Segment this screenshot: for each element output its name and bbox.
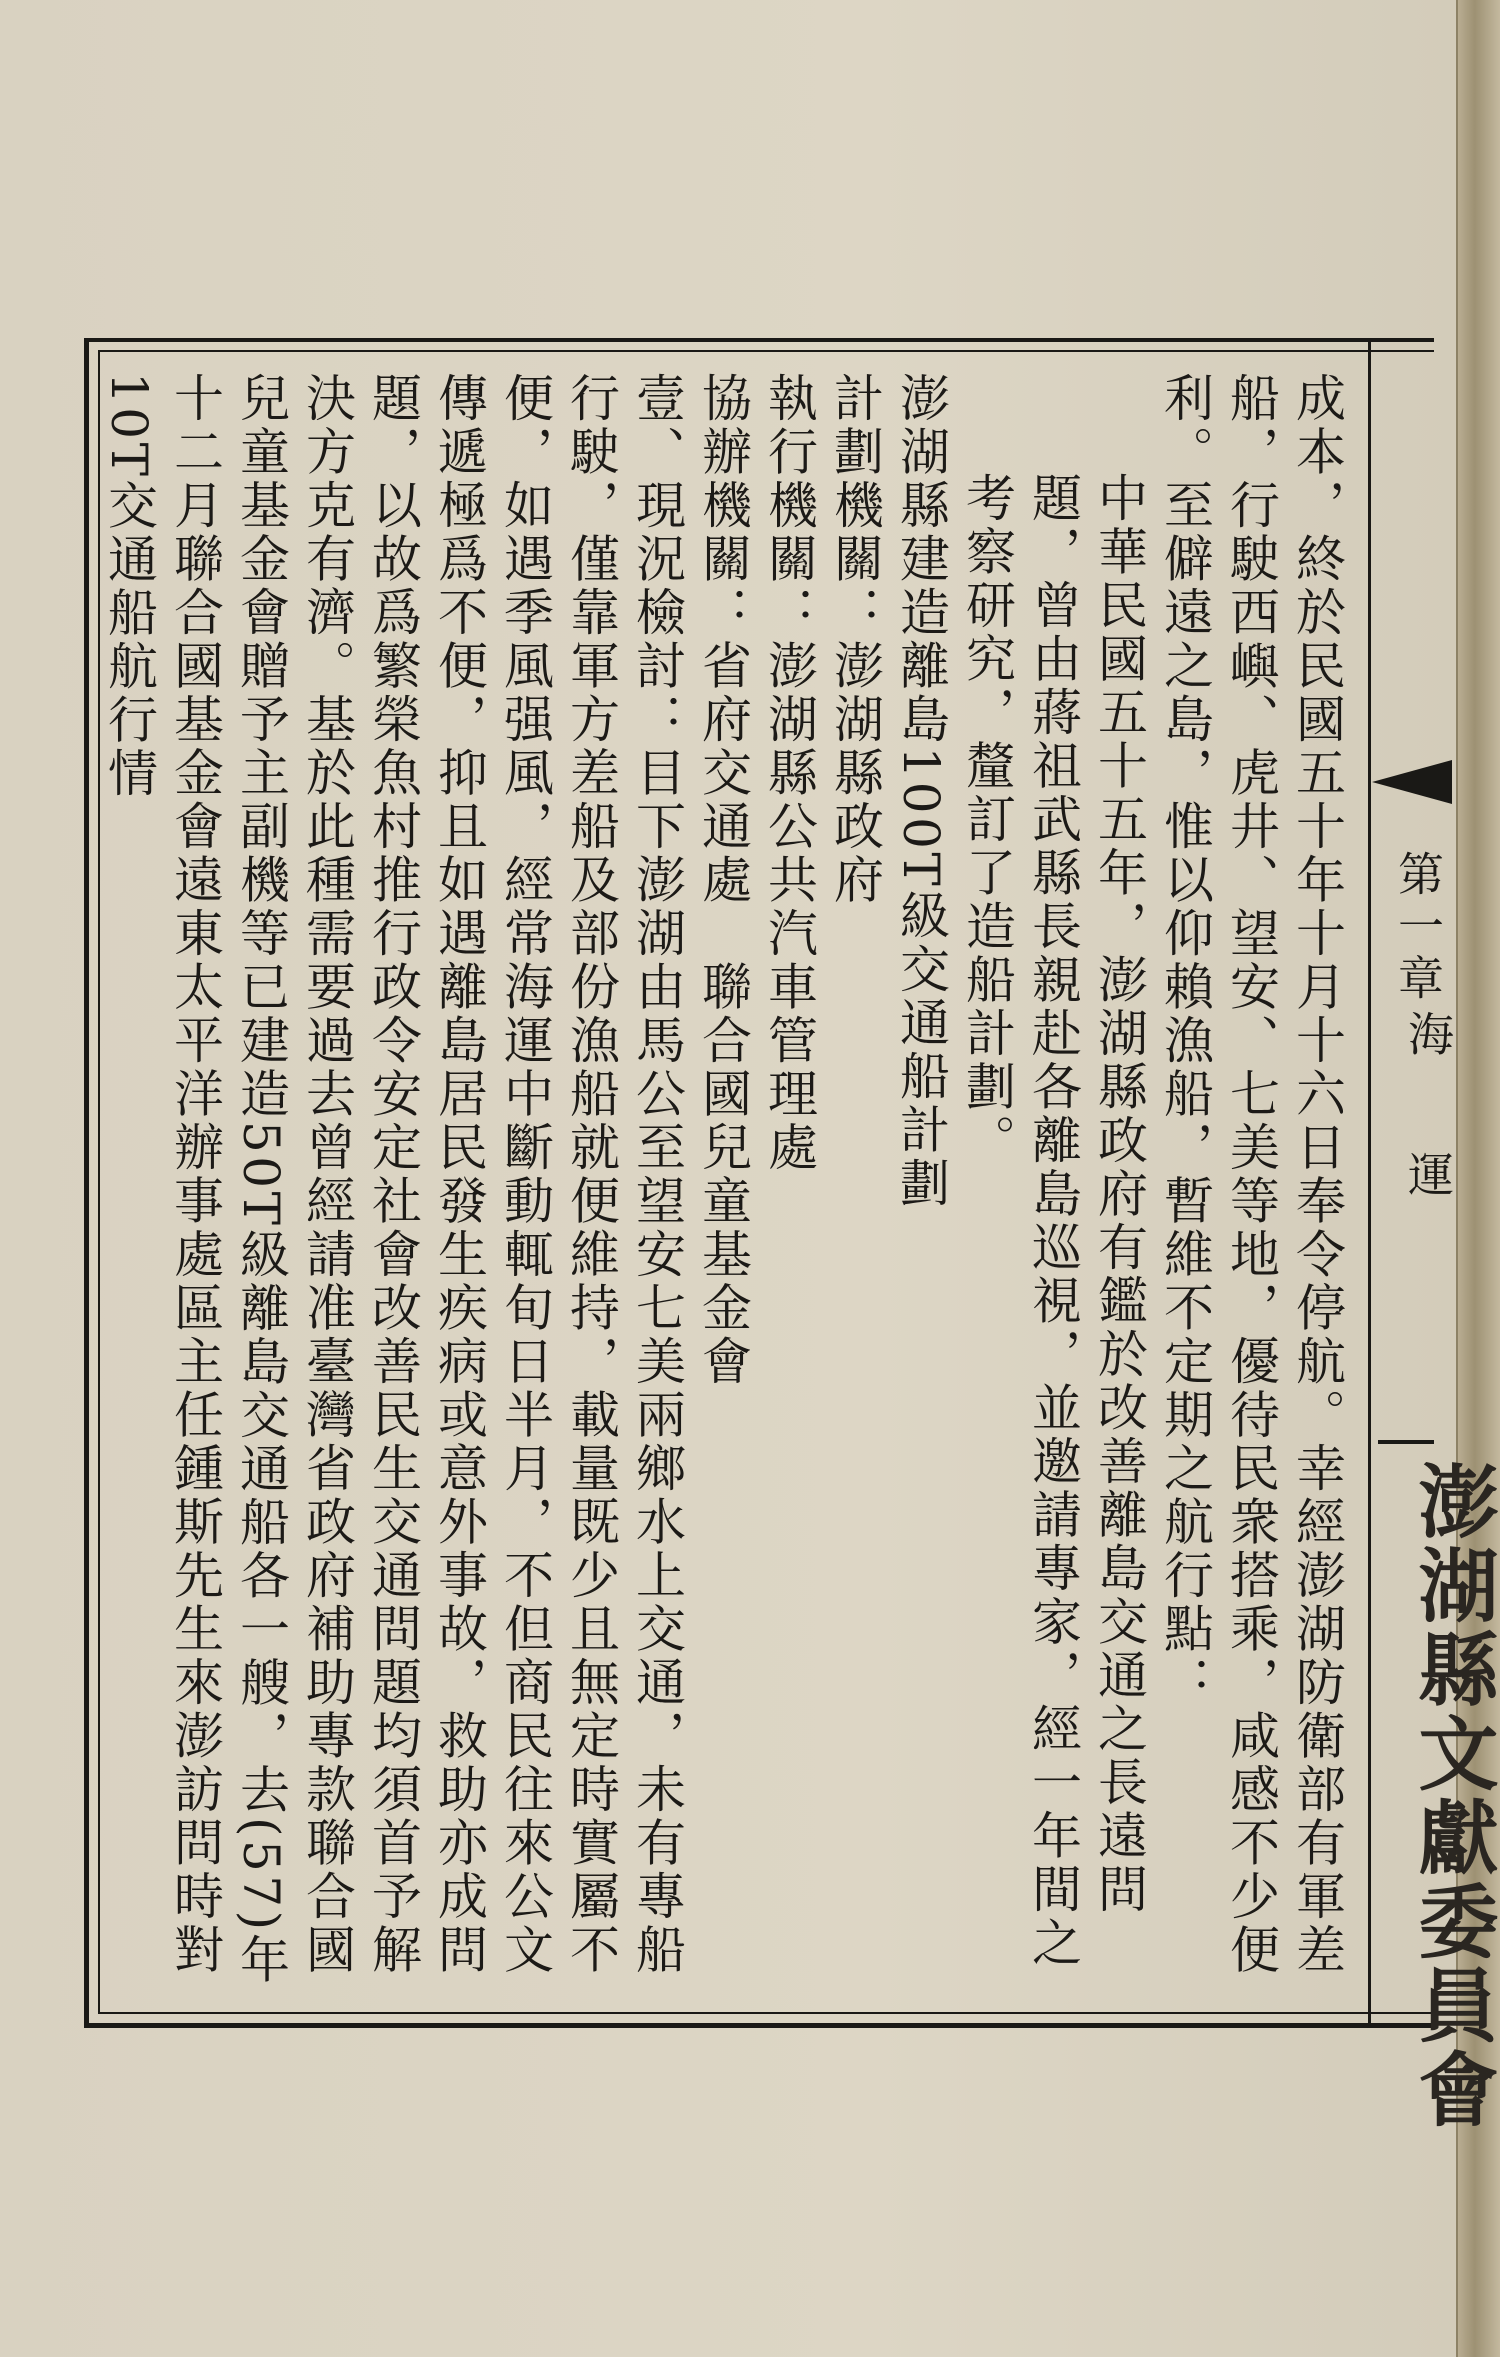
paragraph-2: 中華民國五十五年，澎湖縣政府有鑑於改善離島交通之長遠問題，曾由蔣祖武縣長親赴各離島巡視，並邀請專家，經一年間之考察研究，釐訂了造船計劃。 (958, 472, 1148, 1970)
section-label: 海 運 (1401, 1010, 1455, 1237)
plan-title: 澎湖縣建造離島100T級交通船計劃 (892, 372, 950, 1211)
header-divider (1378, 1440, 1434, 1444)
planning-agency: 計劃機關：澎湖縣政府 (826, 372, 884, 907)
body-text (100, 372, 1350, 2002)
header-ornament (1372, 760, 1452, 804)
section-current-review: 壹、現況檢討：目下澎湖由馬公至望安七美兩鄉水上交通，未有專船行駛，僅靠軍方差船及部份漁船就便維持，載量既少且無定時實屬不便，如遇季風强風，經常海運中斷動輒旬日半月，不但商民往來公文傳遞極爲不便，抑且如遇離島居民發生疾病或意外事故，救助亦成問題，以故爲繁榮魚村推行政令安定社會改善民生交通問題均須首予解決方克有濟。基於此種需要過去曾經請准臺灣省政府補助專款聯合國兒童基金會贈予主副機等已建造50T級離島交通船各一艘，去(57)年十二月聯合國基金會遠東太平洋辦事處區主任鍾斯先生來澎訪問時對10T交通船航行情 (100, 372, 686, 1988)
running-title: 澎湖縣文獻委員會 (1405, 1460, 1499, 2132)
paragraph-1: 成本，終於民國五十年十月十六日奉令停航。幸經澎湖防衛部有軍差船，行駛西嶼、虎井、望安、七美等地，優待民衆搭乘，咸感不少便利。至僻遠之島，惟以仰賴漁船，暫維不定期之航行點： (1156, 372, 1346, 1977)
assisting-agencies: 協辦機關：省府交通處 聯合國兒童基金會 (694, 372, 752, 1389)
executing-agency: 執行機關：澎湖縣公共汽車管理處 (760, 372, 818, 1175)
chapter-label: 第一章 (1391, 850, 1445, 1006)
